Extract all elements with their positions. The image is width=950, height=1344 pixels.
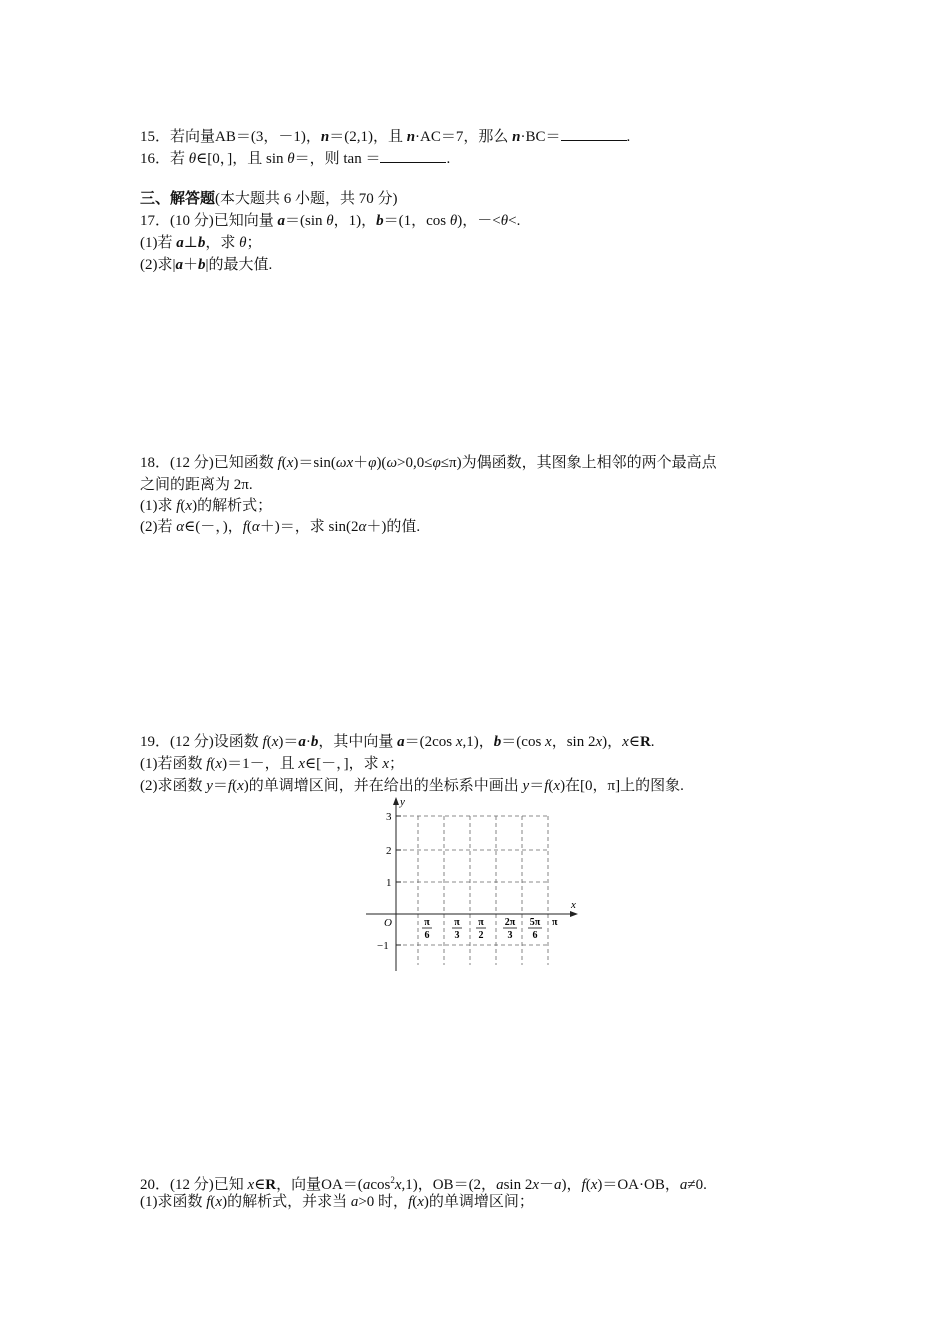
question-number: 15．	[140, 129, 171, 145]
x-tick-pi3-den: 3	[454, 930, 460, 941]
x-axis-label: x	[571, 899, 576, 911]
question-16: 16．若 θ∈[0，]，且 sin θ＝，则 tan ＝ .	[140, 148, 450, 169]
question-17-part-1: (1)若 a⊥b，求 θ；	[140, 235, 262, 251]
answer-blank[interactable]	[380, 148, 446, 163]
section-note: (本大题共 6 小题，共 70 分)	[215, 191, 398, 207]
question-number: 17．	[140, 213, 171, 229]
question-number: 18．	[140, 455, 171, 471]
question-18-line-2: 之间的距离为 2π.	[140, 477, 253, 493]
section-title: 三、解答题	[140, 191, 216, 207]
question-19-part-1: (1)若函数 f(x)＝1－，且 x∈[－，]，求 x；	[140, 756, 405, 772]
x-tick-labels	[422, 917, 542, 941]
question-number: 20．	[140, 1177, 171, 1193]
question-19-part-2: (2)求函数 y＝f(x)的单调增区间，并在给出的坐标系中画出 y＝f(x)在[0，π]上的图象.	[140, 778, 684, 794]
question-18-part-2: (2)若 α∈(－，)，f(α＋)＝，求 sin(2α＋)的值.	[140, 519, 421, 535]
question-18: 18．(12 分)已知函数 f(x)＝sin(ωx＋φ)(ω>0,0≤φ≤π)为偶函数，其图象上相邻的两个最高点	[140, 455, 717, 471]
coordinate-grid-figure	[360, 795, 590, 977]
answer-blank[interactable]	[561, 126, 627, 141]
y-axis-label: y	[400, 796, 405, 808]
x-tick-pi6-den: 6	[424, 930, 430, 941]
x-tick-pi6-num: π	[424, 917, 430, 928]
x-tick-2pi3-num: 2π	[504, 917, 516, 928]
question-15: 15．若向量AB＝(3，－1)，n＝(2,1)，且 n·AC＝7，那么 n·BC＝ .	[140, 126, 630, 147]
question-number: 16．	[140, 151, 171, 167]
vector-n: n	[320, 129, 330, 145]
grid-lines	[396, 816, 550, 965]
vector-n: n	[406, 129, 416, 145]
origin-label: O	[384, 917, 392, 929]
x-tick-5pi6-num: 5π	[529, 917, 541, 928]
question-17: 17．(10 分)已知向量 a＝(sin θ，1)，b＝(1，cos θ)，－<θ<.	[140, 213, 521, 229]
question-20: 20．(12 分)已知 x∈R，向量OA＝(acos$^2$x,1)，OB＝(2，asin 2x－a)，f(x)＝OA·OB，a≠0.	[140, 1175, 707, 1193]
x-axis-arrow	[570, 911, 578, 917]
y-tick-neg1: −1	[377, 940, 389, 952]
y-axis-arrow	[393, 797, 399, 805]
x-tick-pi: π	[552, 917, 558, 928]
question-17-part-2: (2)求|a＋b|的最大值.	[140, 257, 273, 273]
question-20-part-1: (1)求函数 f(x)的解析式，并求当 a>0 时，f(x)的单调增区间；	[140, 1194, 534, 1210]
x-tick-pi2-num: π	[478, 917, 484, 928]
y-tick-2: 2	[386, 845, 392, 857]
y-tick-1: 1	[386, 877, 392, 889]
question-number: 19．	[140, 734, 171, 750]
question-19: 19．(12 分)设函数 f(x)＝a·b，其中向量 a＝(2cos x,1)，b＝(cos x，sin 2x)，x∈R.	[140, 734, 655, 750]
x-tick-pi3-num: π	[454, 917, 460, 928]
x-tick-5pi6-den: 6	[532, 930, 538, 941]
vector-n: n	[512, 129, 521, 145]
x-tick-2pi3-den: 3	[507, 930, 513, 941]
y-tick-marks	[396, 816, 401, 945]
y-tick-3: 3	[386, 811, 392, 823]
x-tick-pi2-den: 2	[478, 930, 484, 941]
section-heading	[140, 190, 398, 209]
question-18-part-1: (1)求 f(x)的解析式；	[140, 498, 273, 514]
